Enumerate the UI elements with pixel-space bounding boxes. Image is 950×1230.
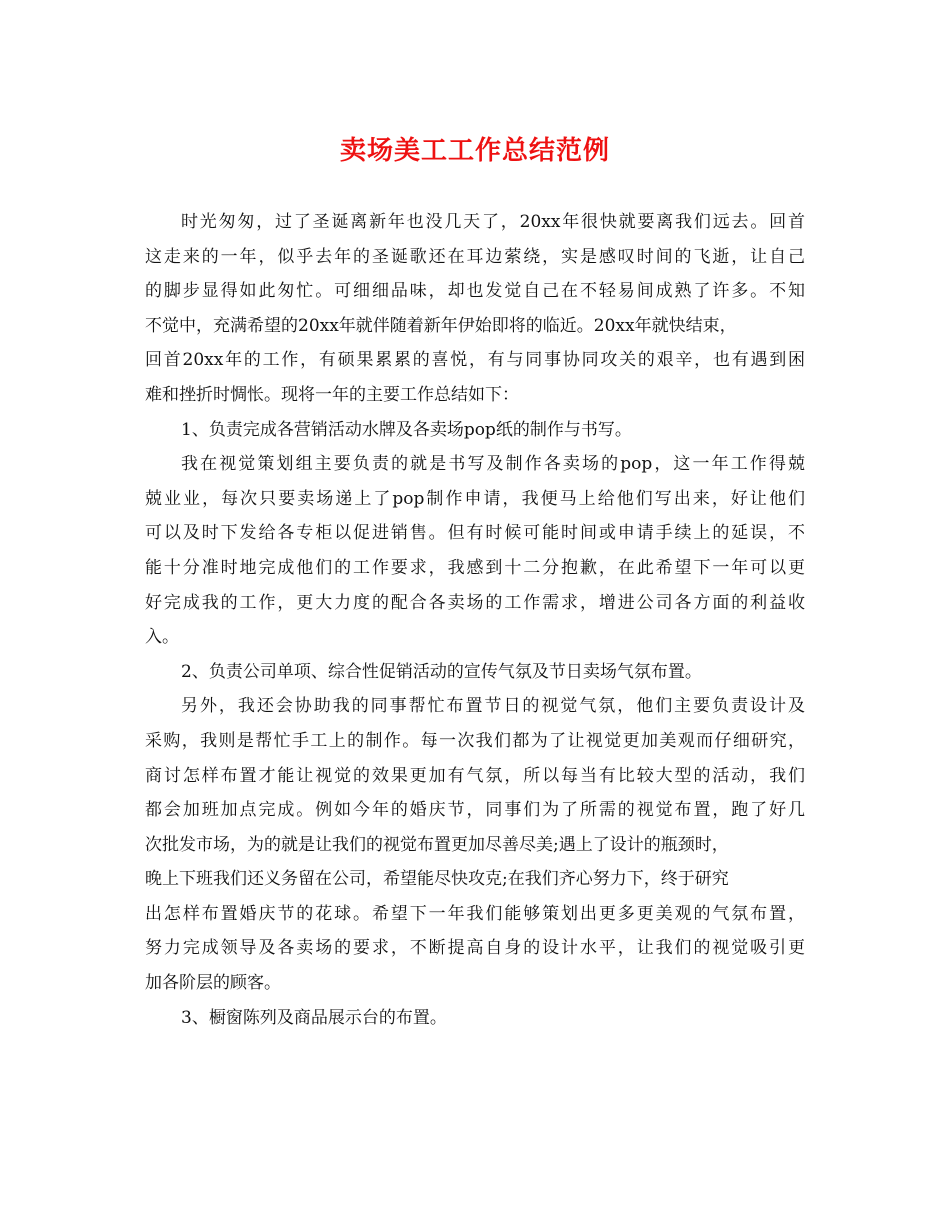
paragraph-line: 1、负责完成各营销活动水牌及各卖场pop纸的制作与书写。 [181, 419, 632, 440]
paragraph-line: 另外，我还会协助我的同事帮忙布置节日的视觉气氛，他们主要负责设计及 [181, 696, 805, 717]
paragraph-line: 回首20xx年的工作，有硕果累累的喜悦，有与同事协同攻关的艰辛，也有遇到困 [145, 350, 805, 371]
paragraph-line: 能十分准时地完成他们的工作要求，我感到十二分抱歉，在此希望下一年可以更 [145, 557, 805, 578]
paragraph-line: 这走来的一年，似乎去年的圣诞歌还在耳边萦绕，实是感叹时间的飞逝，让自己 [145, 246, 805, 267]
paragraph-line: 2、负责公司单项、综合性促销活动的宣传气氛及节日卖场气氛布置。 [181, 661, 702, 682]
paragraph-line: 加各阶层的顾客。 [145, 973, 281, 994]
paragraph-line: 时光匆匆，过了圣诞离新年也没几天了，20xx年很快就要离我们远去。回首 [181, 212, 805, 232]
paragraph-line: 的脚步显得如此匆忙。可细细品味，却也发觉自己在不轻易间成熟了许多。不知 [145, 281, 805, 302]
document-body [145, 205, 805, 1035]
paragraph-line: 我在视觉策划组主要负责的就是书写及制作各卖场的pop，这一年工作得兢 [181, 454, 805, 475]
paragraph-line: 兢业业，每次只要卖场递上了pop制作申请，我便马上给他们写出来，好让他们 [145, 488, 805, 509]
paragraph-line: 入。 [145, 627, 179, 648]
paragraph-line: 晚上下班我们还义务留在公司，希望能尽快攻克;在我们齐心努力下，终于研究 [145, 869, 729, 890]
paragraph-line: 采购，我则是帮忙手工上的制作。每一次我们都为了让视觉更加美观而仔细研究， [145, 730, 805, 751]
paragraph-line: 难和挫折时惆怅。现将一年的主要工作总结如下： [145, 384, 519, 405]
paragraph-line: 好完成我的工作，更大力度的配合各卖场的工作需求，增进公司各方面的利益收 [145, 592, 805, 613]
paragraph-line: 不觉中，充满希望的20xx年就伴随着新年伊始即将的临近。20xx年就快结束， [145, 315, 737, 336]
paragraph-line: 商讨怎样布置才能让视觉的效果更加有气氛，所以每当有比较大型的活动，我们 [145, 765, 805, 786]
paragraph-line: 可以及时下发给各专柜以促进销售。但有时候可能时间或申请手续上的延误，不 [145, 523, 805, 544]
paragraph-line: 3、橱窗陈列及商品展示台的布置。 [181, 1007, 447, 1028]
document-title: 卖场美工工作总结范例 [339, 136, 610, 166]
paragraph-line: 努力完成领导及各卖场的要求，不断提高自身的设计水平，让我们的视觉吸引更 [145, 938, 805, 959]
paragraph-line: 都会加班加点完成。例如今年的婚庆节，同事们为了所需的视觉布置，跑了好几 [145, 800, 805, 821]
paragraph-line: 出怎样布置婚庆节的花球。希望下一年我们能够策划出更多更美观的气氛布置， [145, 903, 805, 924]
paragraph-line: 次批发市场，为的就是让我们的视觉布置更加尽善尽美;遇上了设计的瓶颈时， [145, 834, 729, 855]
